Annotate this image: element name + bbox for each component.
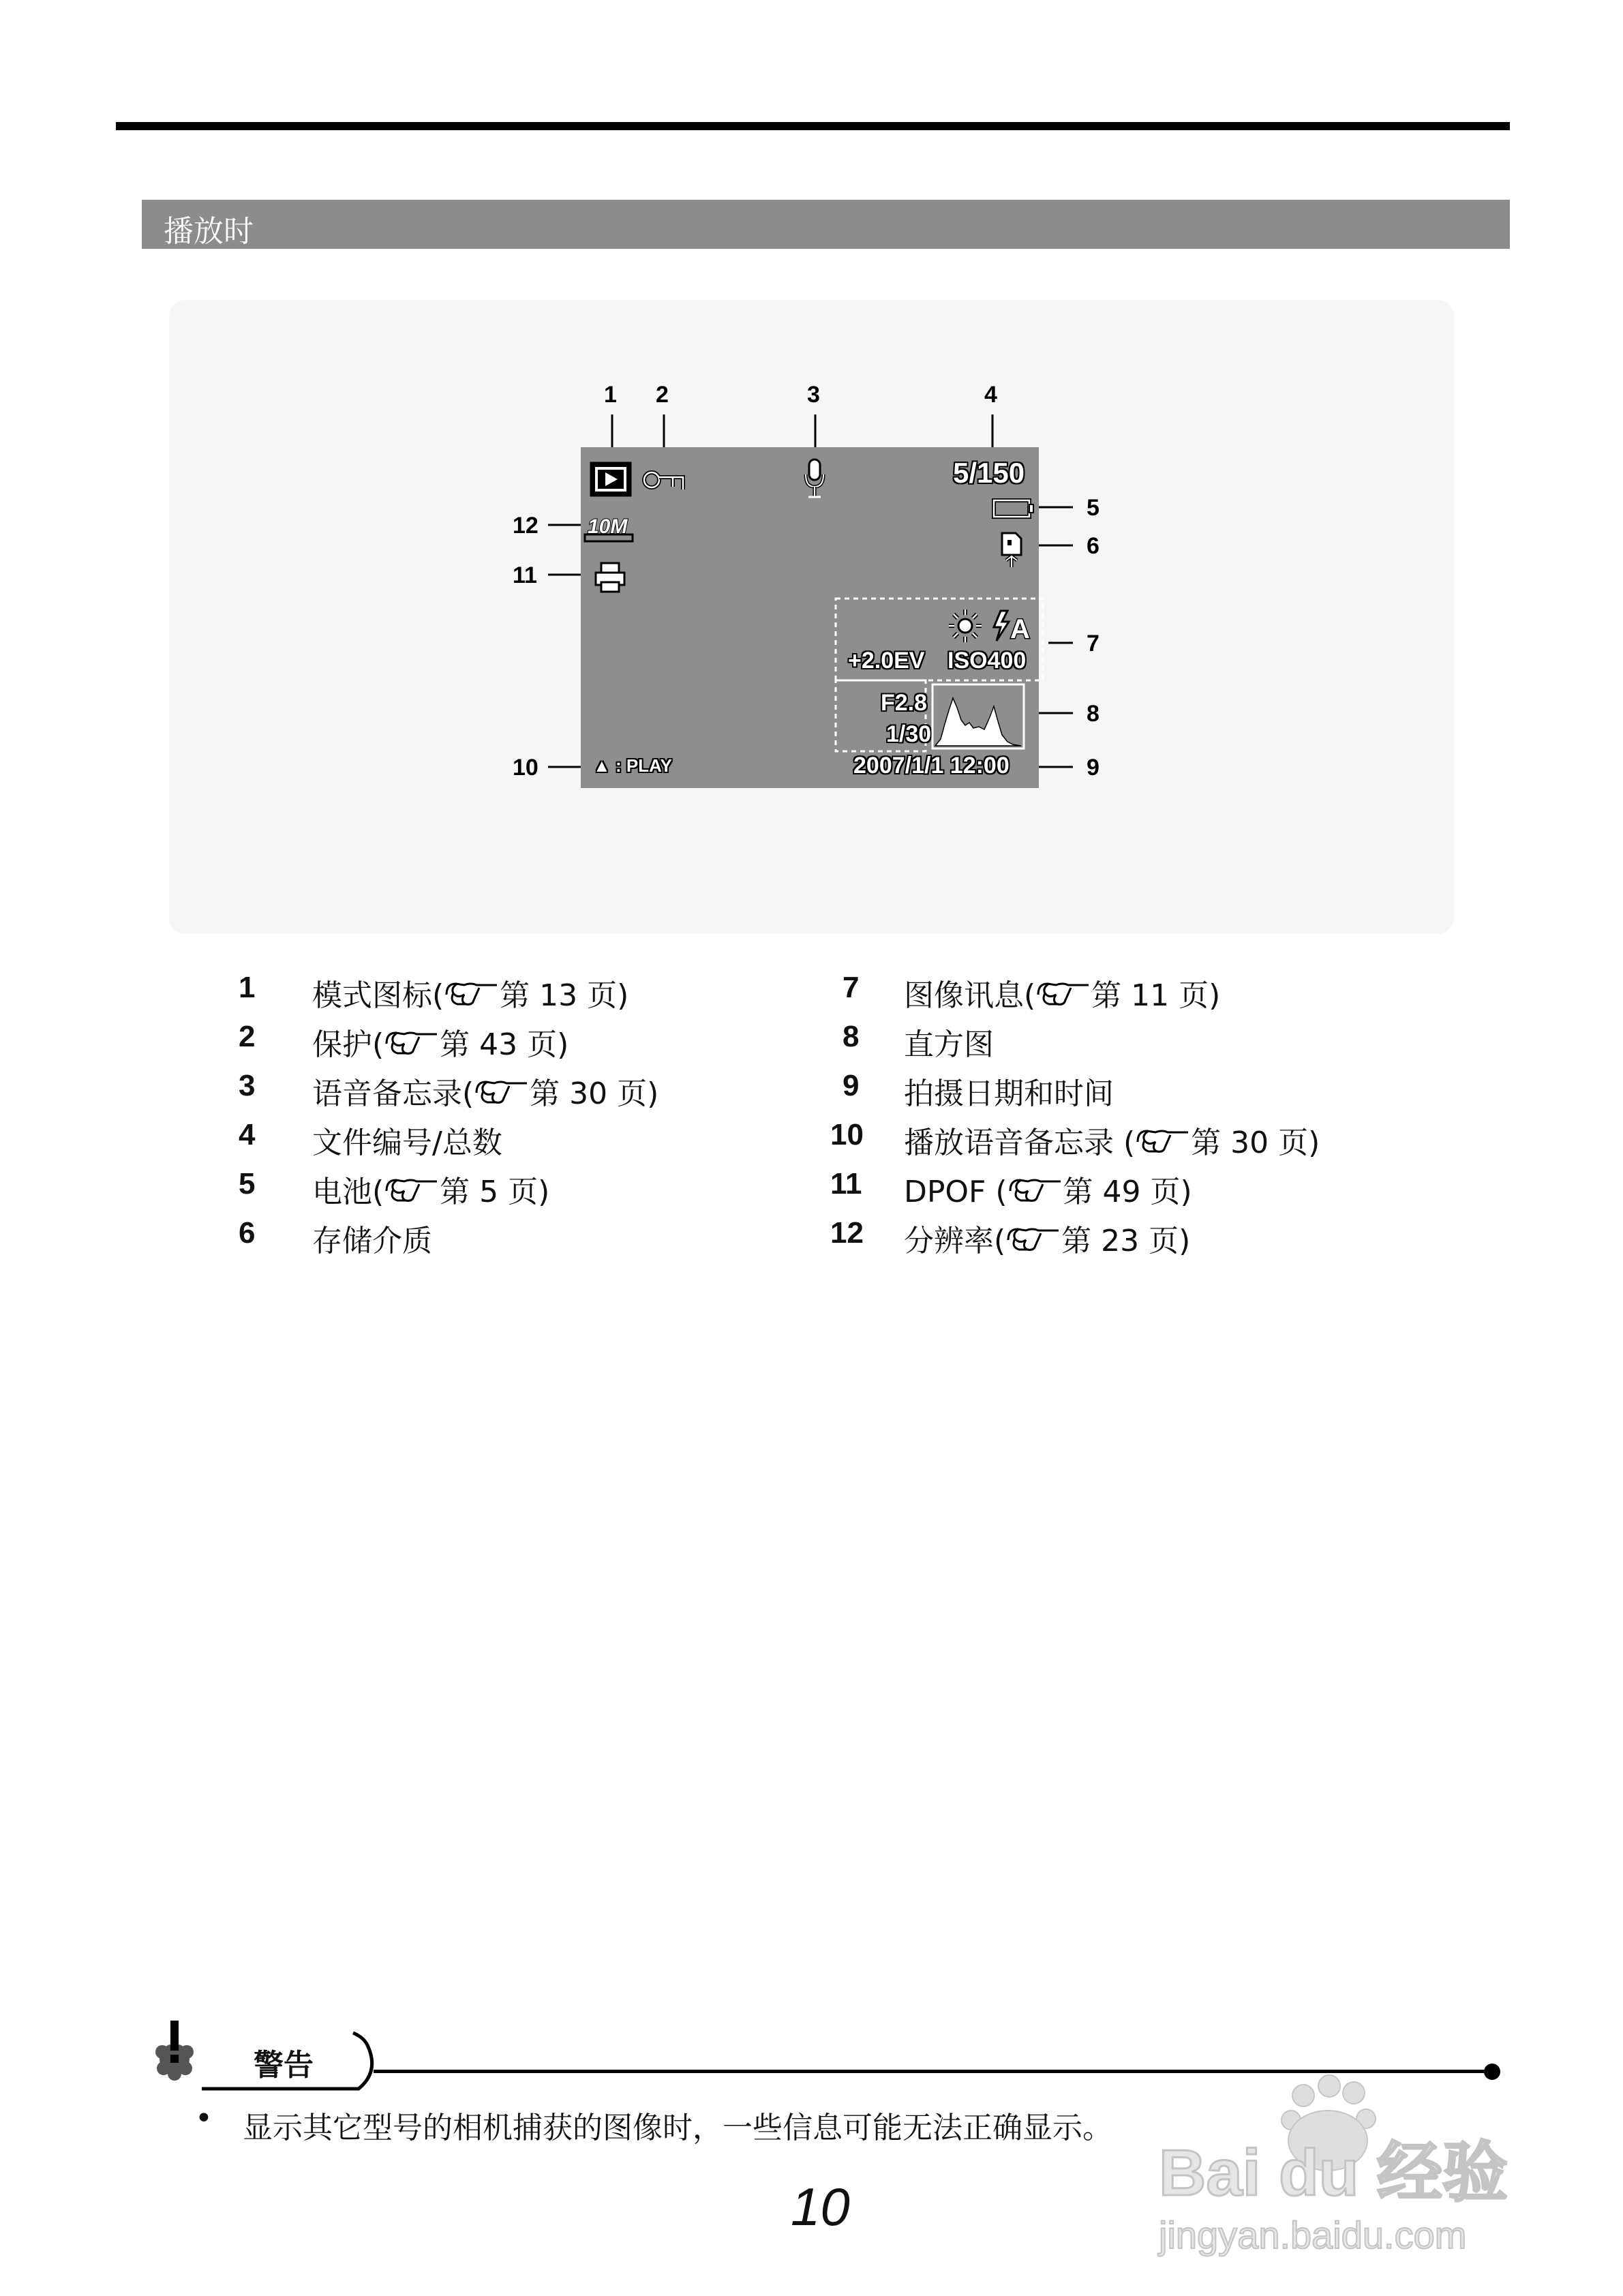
legend-number: 2 bbox=[239, 1020, 256, 1053]
legend-number: 8 bbox=[843, 1020, 860, 1053]
callout-4: 4 bbox=[984, 382, 997, 408]
legend-label: 文件编号/总数 bbox=[312, 1126, 502, 1160]
legend-number: 10 bbox=[830, 1118, 864, 1151]
callout-12: 12 bbox=[513, 513, 539, 539]
sun-icon bbox=[946, 607, 984, 645]
callout-2: 2 bbox=[656, 382, 669, 408]
callout-1: 1 bbox=[604, 382, 617, 408]
callout-9: 9 bbox=[1087, 755, 1099, 781]
callout-8: 8 bbox=[1087, 701, 1099, 727]
section-title: 播放时 bbox=[164, 214, 254, 249]
callout-10: 10 bbox=[513, 755, 539, 781]
pointing-hand-icon bbox=[1007, 1176, 1063, 1205]
pointing-hand-icon bbox=[474, 1078, 530, 1106]
pointing-hand-icon bbox=[1005, 1225, 1061, 1254]
legend-label: 模式图标( bbox=[312, 978, 444, 1013]
histogram-graphic bbox=[931, 683, 1027, 751]
callout-11: 11 bbox=[513, 562, 537, 588]
memory-card-icon bbox=[998, 530, 1025, 570]
resolution-10m-icon bbox=[583, 513, 635, 545]
legend-page-ref: 第 5 页) bbox=[440, 1175, 550, 1209]
pointing-hand-icon bbox=[444, 980, 500, 1008]
legend-number: 11 bbox=[830, 1167, 862, 1200]
legend-page-ref: 第 11 页) bbox=[1091, 978, 1221, 1013]
aperture-value: F2.8 bbox=[881, 690, 928, 716]
legend-number: 6 bbox=[239, 1216, 256, 1250]
legend-page-ref: 第 30 页) bbox=[530, 1076, 659, 1111]
watermark-brand: Bai du 经验 bbox=[1159, 2136, 1508, 2209]
warning-text: 显示其它型号的相机捕获的图像时，一些信息可能无法正确显示。 bbox=[243, 2111, 1112, 2145]
legend-text bbox=[312, 1167, 549, 1211]
legend-label: DPOF ( bbox=[904, 1175, 1007, 1209]
camera-lcd-screen bbox=[581, 447, 1039, 788]
legend-label: 电池( bbox=[312, 1175, 384, 1209]
microphone-icon bbox=[803, 457, 826, 500]
baidu-watermark-logo bbox=[1145, 2066, 1527, 2270]
legend-number: 12 bbox=[830, 1216, 864, 1250]
legend-page-ref: 第 43 页) bbox=[440, 1027, 569, 1062]
warning-icon bbox=[147, 2018, 202, 2083]
legend-label: 图像讯息( bbox=[904, 978, 1036, 1013]
legend-page-ref: 第 30 页) bbox=[1191, 1126, 1320, 1160]
legend-number: 9 bbox=[843, 1069, 860, 1102]
frame-counter: 5/150 bbox=[953, 457, 1025, 489]
legend-page-ref: 第 13 页) bbox=[500, 978, 629, 1013]
legend-label: 语音备忘录( bbox=[312, 1076, 474, 1111]
legend-text bbox=[312, 1069, 658, 1113]
callout-5: 5 bbox=[1087, 495, 1099, 521]
legend-label: 拍摄日期和时间 bbox=[904, 1076, 1114, 1111]
legend-label: 保护( bbox=[312, 1027, 384, 1062]
printer-icon bbox=[593, 560, 628, 594]
legend-label: 分辨率( bbox=[904, 1224, 1006, 1258]
legend-label: 播放语音备忘录 ( bbox=[904, 1126, 1136, 1160]
legend-number: 4 bbox=[239, 1118, 256, 1151]
play-mode-icon bbox=[589, 461, 633, 498]
ev-value: +2.0EV bbox=[848, 648, 925, 674]
flash-auto-label: A bbox=[1010, 614, 1030, 644]
pointing-hand-icon bbox=[384, 1029, 440, 1057]
legend-text bbox=[312, 971, 628, 1014]
callout-3: 3 bbox=[807, 382, 820, 408]
legend-page-ref: 第 23 页) bbox=[1061, 1224, 1191, 1258]
watermark-url: jingyan.baidu.com bbox=[1159, 2214, 1467, 2256]
pointing-hand-icon bbox=[1035, 980, 1091, 1008]
legend-page-ref: 第 49 页) bbox=[1063, 1175, 1192, 1209]
legend-text bbox=[312, 1020, 568, 1063]
callout-7: 7 bbox=[1087, 631, 1099, 656]
battery-icon bbox=[991, 498, 1035, 519]
callout-6: 6 bbox=[1087, 533, 1099, 559]
legend-number: 3 bbox=[239, 1069, 256, 1102]
legend-number: 1 bbox=[239, 971, 256, 1004]
legend-number: 7 bbox=[843, 971, 860, 1004]
legend-number: 5 bbox=[239, 1167, 256, 1200]
shutter-value: 1/30 bbox=[886, 721, 932, 747]
legend-label: 直方图 bbox=[904, 1027, 994, 1062]
pointing-hand-icon bbox=[1135, 1127, 1191, 1155]
protect-key-icon bbox=[642, 466, 686, 494]
resolution-badge-text: 10M bbox=[588, 515, 628, 538]
warning-bullet: • bbox=[195, 2101, 213, 2136]
page-number: 10 bbox=[791, 2177, 850, 2237]
flash-auto-icon bbox=[990, 608, 1037, 644]
play-hint: ▲ : PLAY bbox=[593, 755, 672, 776]
legend-text bbox=[904, 1167, 1192, 1211]
legend-text bbox=[904, 1216, 1190, 1260]
warning-label: 警告 bbox=[254, 2048, 314, 2083]
iso-value: ISO400 bbox=[947, 648, 1027, 674]
legend-text bbox=[904, 971, 1220, 1014]
pointing-hand-icon bbox=[384, 1176, 440, 1205]
datetime: 2007/1/1 12:00 bbox=[853, 753, 1010, 779]
legend-label: 存储介质 bbox=[312, 1224, 432, 1258]
legend-text bbox=[904, 1118, 1320, 1162]
